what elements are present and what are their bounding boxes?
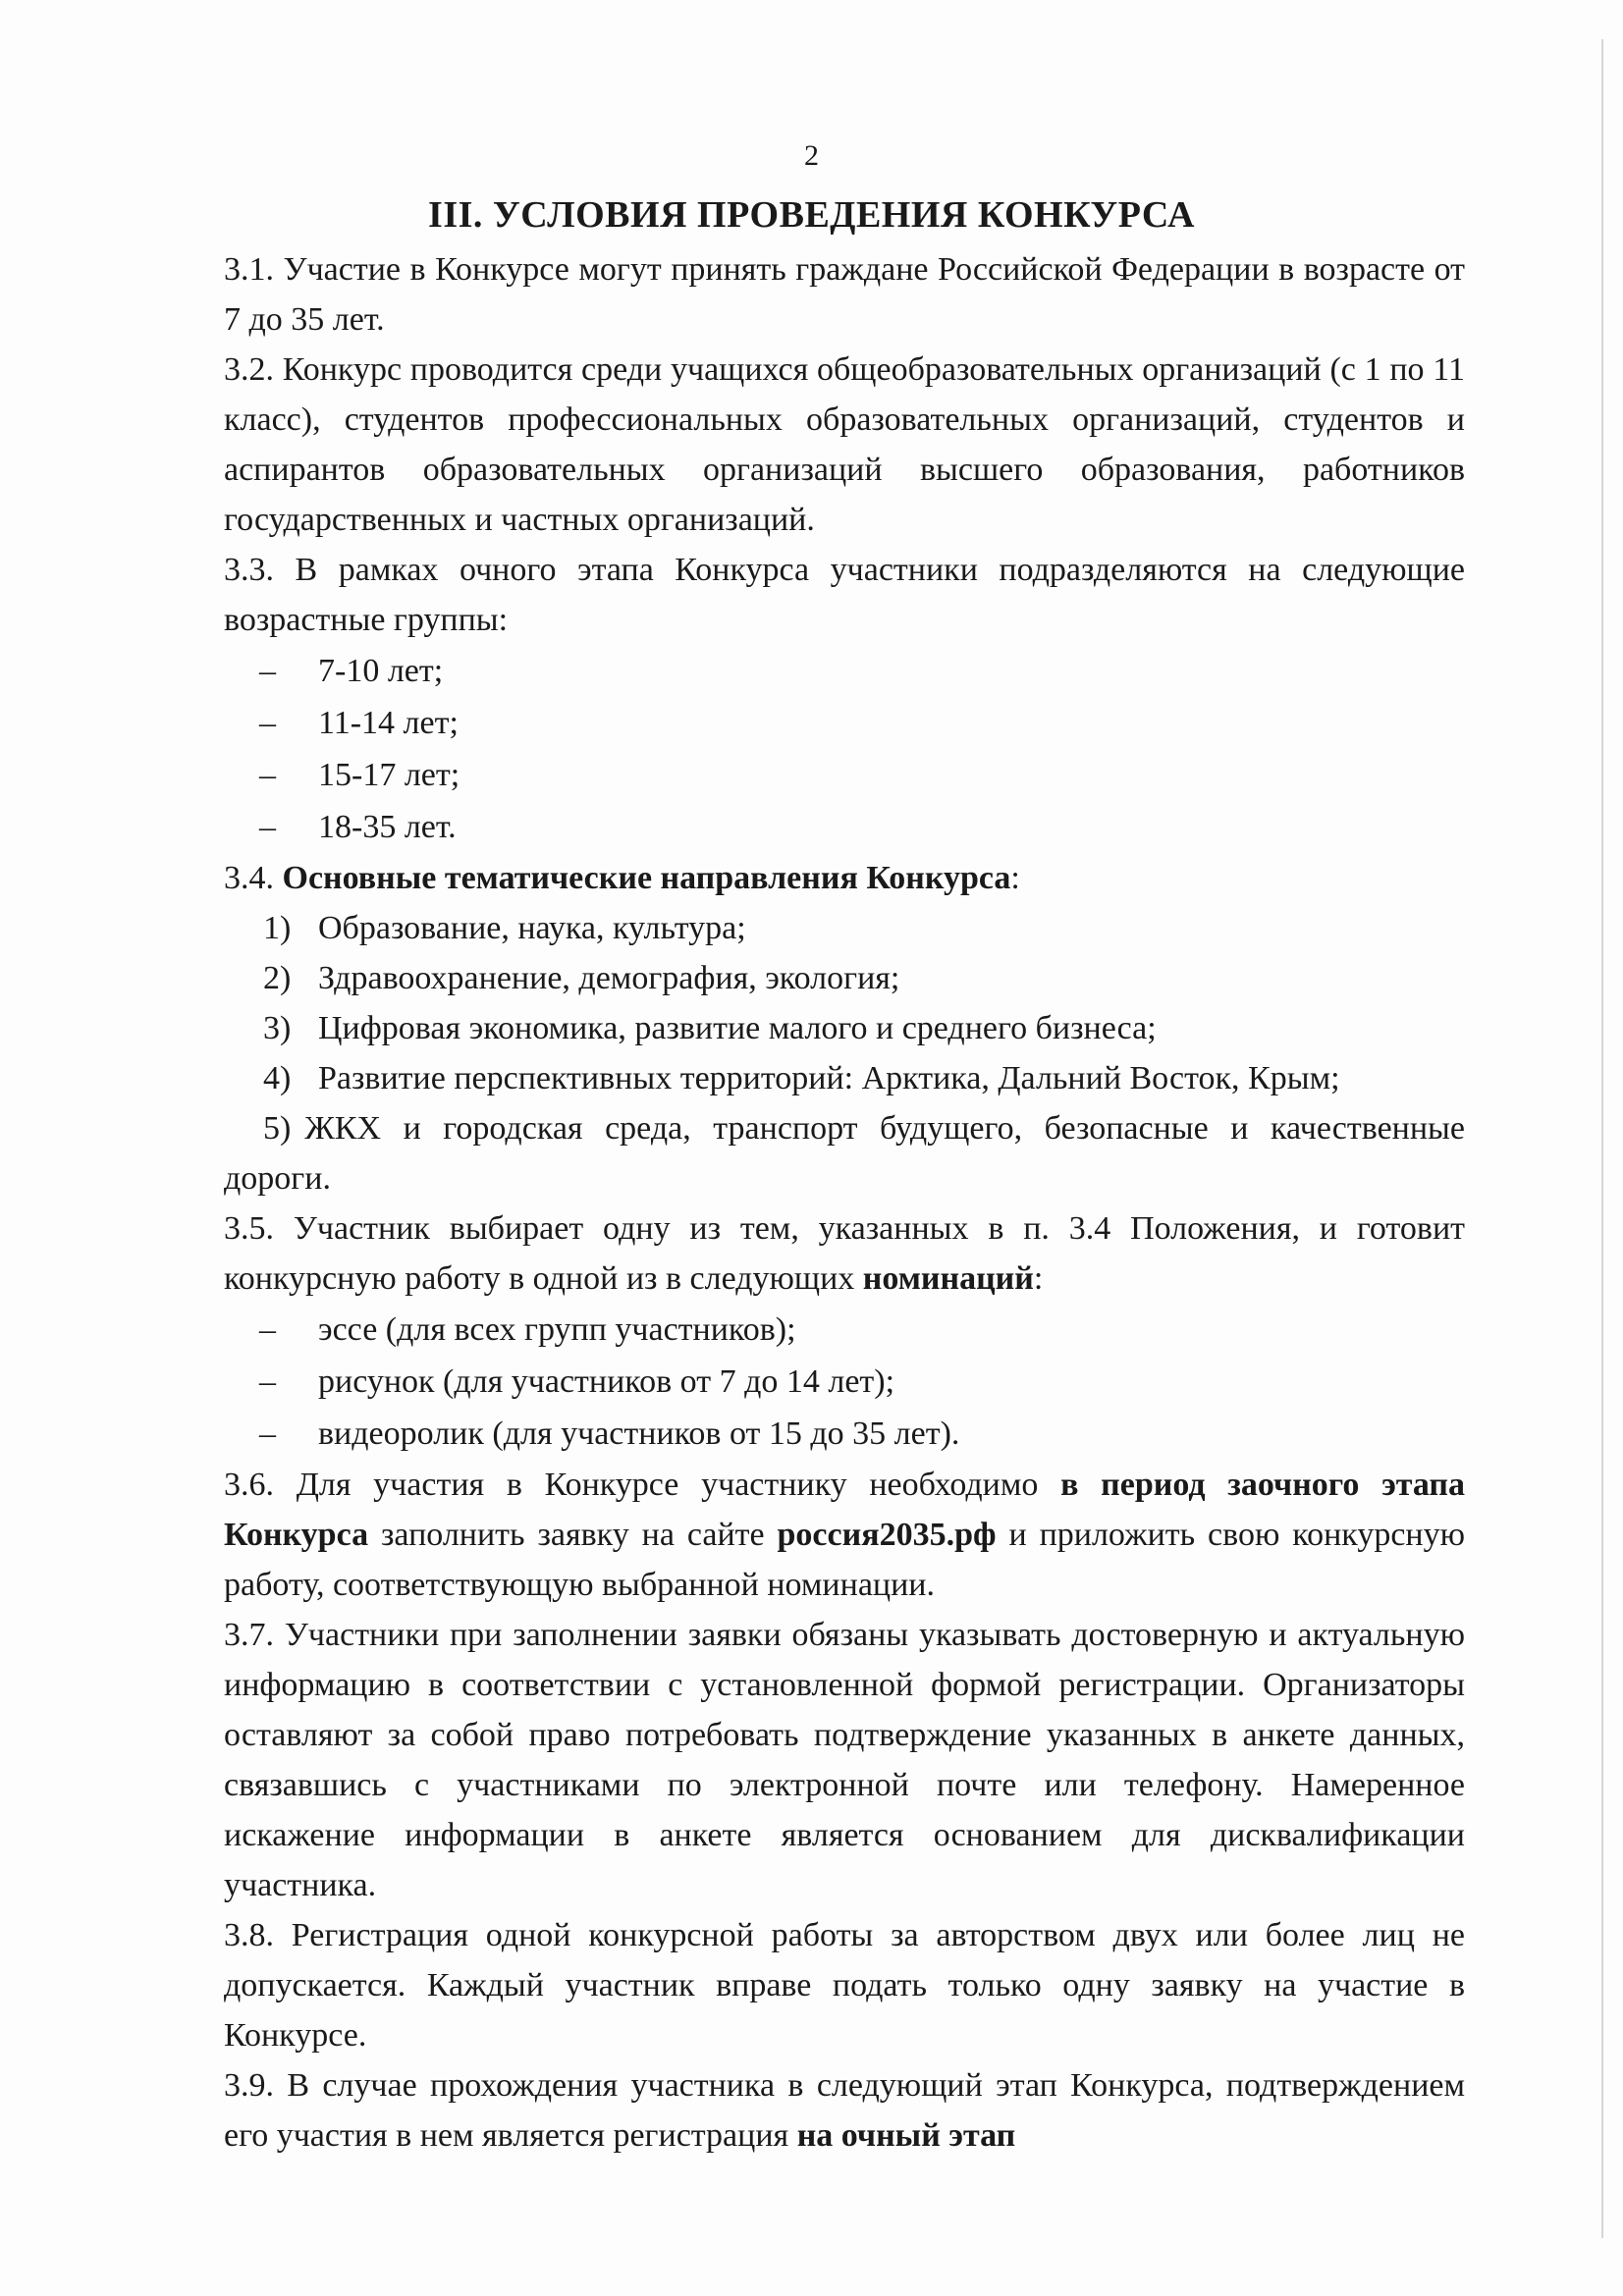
dash-marker: – bbox=[259, 1415, 276, 1452]
dash-marker: – bbox=[259, 809, 276, 845]
list-number: 5) bbox=[263, 1110, 292, 1147]
directions-list bbox=[224, 903, 1465, 1203]
paragraph-3-8: 3.8. Регистрация одной конкурсной работы за авторством двух или более лиц не допускается. Каждый участник вправе подать только одну заявку на участие в Конкурсе. bbox=[224, 1917, 1465, 2054]
dash-marker: – bbox=[259, 653, 276, 689]
bold-phrase: на очный этап bbox=[796, 2117, 1016, 2154]
list-item: – рисунок (для участников от 7 до 14 лет); bbox=[224, 1356, 1465, 1408]
nominations-list bbox=[224, 1304, 1465, 1460]
list-item: 1) Образование, наука, культура; bbox=[224, 903, 1465, 953]
list-item: – 11-14 лет; bbox=[224, 697, 1465, 749]
list-item: – 7-10 лет; bbox=[224, 645, 1465, 697]
age-groups-list bbox=[224, 645, 1465, 853]
list-item: 4) Развитие перспективных территорий: Арктика, Дальний Восток, Крым; bbox=[224, 1053, 1465, 1103]
list-item: – 18-35 лет. bbox=[224, 801, 1465, 853]
paragraph-3-1: 3.1. Участие в Конкурсе могут принять граждане Российской Федерации в возрасте от 7 до 35 лет. bbox=[224, 251, 1465, 338]
list-item: – видеоролик (для участников от 15 до 35 лет). bbox=[224, 1408, 1465, 1460]
paragraph-3-7: 3.7. Участники при заполнении заявки обязаны указывать достоверную и актуальную информацию в соответствии с установленной формой регистрации. Организаторы оставляют за собой право потребовать подтверждение указанных в анкете данных, связавшись с участниками по электронной почте или телефону. Намеренное искажение информации в анкете является основанием для дисквалификации участника. bbox=[224, 1617, 1465, 1903]
paragraph-3-4: 3.4. Основные тематические направления Конкурса: bbox=[224, 860, 1020, 896]
bold-phrase: в период заочного этапа Конкурса bbox=[224, 1467, 1466, 1553]
paragraph-3-5: 3.5. Участник выбирает одну из тем, указанных в п. 3.4 Положения, и готовит конкурсную работу в одной из в следующих номинаций: bbox=[224, 1210, 1465, 1297]
paragraph-3-6: 3.6. Для участия в Конкурсе участнику необходимо в период заочного этапа Конкурса заполнить заявку на сайте россия2035.рф и приложить свою конкурсную работу, соответствующую выбранной номинации. bbox=[224, 1467, 1466, 1603]
list-item: – эссе (для всех групп участников); bbox=[224, 1304, 1465, 1356]
scan-edge-line bbox=[1601, 39, 1603, 2238]
dash-marker: – bbox=[259, 757, 276, 793]
dash-marker: – bbox=[259, 705, 276, 741]
list-number: 4) bbox=[263, 1060, 292, 1096]
paragraph-3-9: 3.9. В случае прохождения участника в следующий этап Конкурса, подтверждением его участия в нем является регистрация на очный этап bbox=[224, 2067, 1465, 2154]
list-item: 3) Цифровая экономика, развитие малого и среднего бизнеса; bbox=[224, 1003, 1465, 1053]
list-item: – 15-17 лет; bbox=[224, 749, 1465, 801]
list-item: 2) Здравоохранение, демография, экология; bbox=[224, 953, 1465, 1003]
list-number: 2) bbox=[263, 960, 292, 996]
list-item: 5) ЖКХ и городская среда, транспорт будущего, безопасные и качественные дороги. bbox=[224, 1110, 1465, 1197]
dash-marker: – bbox=[259, 1311, 276, 1348]
dash-marker: – bbox=[259, 1363, 276, 1400]
page-number: 2 bbox=[804, 139, 819, 172]
section-title: III. УСЛОВИЯ ПРОВЕДЕНИЯ КОНКУРСА bbox=[428, 194, 1195, 236]
document-body bbox=[224, 244, 1465, 2161]
paragraph-3-2: 3.2. Конкурс проводится среди учащихся общеобразовательных организаций (с 1 по 11 класс), студентов профессиональных образовательных организаций, студентов и аспирантов образовательных организаций высшего образования, работников государственных и частных организаций. bbox=[224, 351, 1465, 538]
list-number: 3) bbox=[263, 1010, 292, 1046]
list-number: 1) bbox=[263, 910, 292, 946]
bold-phrase: Основные тематические направления Конкурса bbox=[282, 860, 1011, 896]
paragraph-3-3: 3.3. В рамках очного этапа Конкурса участники подразделяются на следующие возрастные группы: bbox=[224, 552, 1465, 638]
site-name: россия2035.рф bbox=[777, 1517, 997, 1553]
bold-phrase: номинаций bbox=[862, 1260, 1034, 1297]
